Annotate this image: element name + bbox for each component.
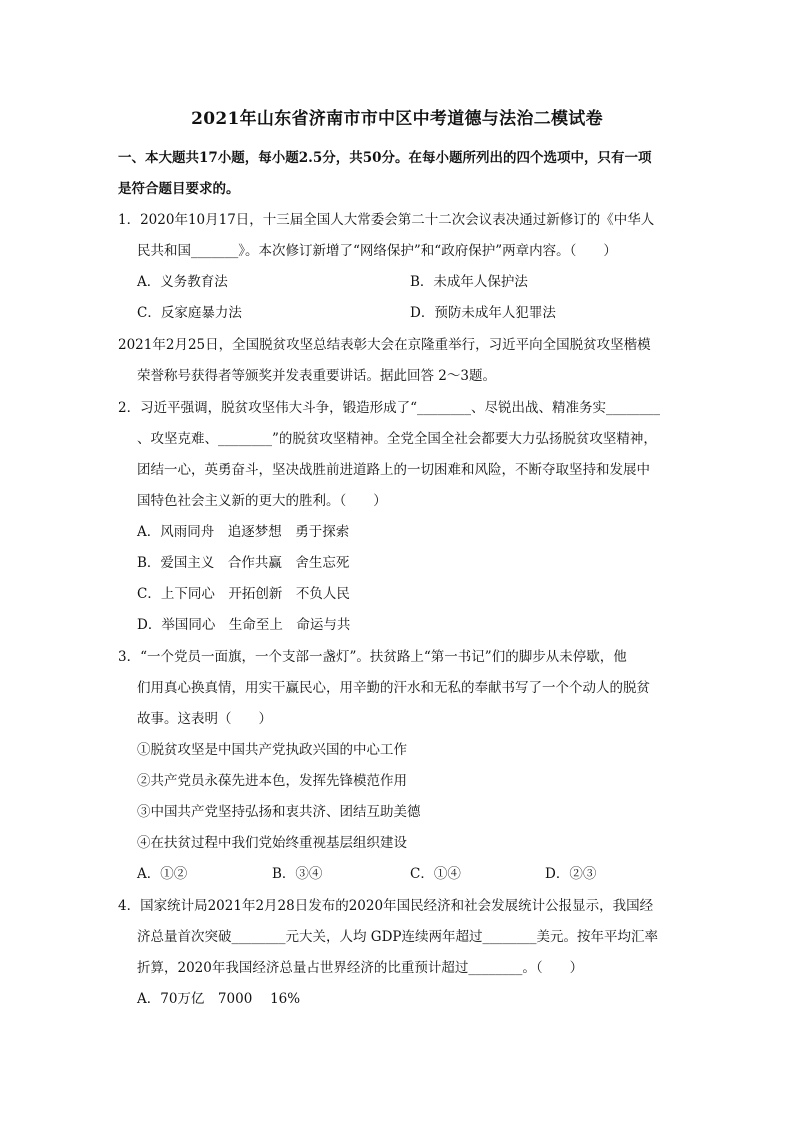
q3-statement-3: ③中国共产党坚持弘扬和衷共济、团结互助美德	[137, 804, 421, 820]
q3-statement-4: ④在扶贫过程中我们党始终重视基层组织建设	[137, 835, 407, 851]
q3-stem-line-3: 故事。这表明（ ）	[137, 711, 272, 727]
q1-option-a: A．义务教育法	[137, 274, 228, 290]
q1-stem-line-2: 民共和国_______》。本次修订新增了“网络保护”和“政府保护”两章内容。（ ）	[137, 243, 617, 259]
q3-stem-line-2: 们用真心换真情，用实干赢民心，用辛勤的汗水和无私的奉献书写了一个个动人的脱贫	[137, 680, 650, 696]
q3-stem-line-1: 3．“一个党员一面旗，一个支部一盏灯”。扶贫路上“第一书记”们的脚步从未停歇，他	[118, 649, 627, 665]
q2-option-b: B．爱国主义 合作共赢 舍生忘死	[137, 555, 350, 571]
page-title: 2021年山东省济南市市中区中考道德与法治二模试卷	[191, 109, 603, 129]
q4-stem-line-3: 折算，2020年我国经济总量占世界经济的比重预计超过________。（ ）	[137, 960, 584, 976]
q4-stem-line-2: 济总量首次突破________元大关，人均 GDP连续两年超过________美元。按年平均汇率	[137, 929, 658, 945]
q2-stem-line-3: 团结一心，英勇奋斗，坚决战胜前进道路上的一切困难和风险，不断夺取坚持和发展中	[137, 462, 650, 478]
section-header-line-2: 是符合题目要求的。	[118, 181, 240, 197]
q3-statement-1: ①脱贫攻坚是中国共产党执政兴国的中心工作	[137, 742, 407, 758]
q3-statement-2: ②共产党员永葆先进本色，发挥先锋模范作用	[137, 773, 407, 789]
q4-stem-line-1: 4．国家统计局2021年2月28日发布的2020年国民经济和社会发展统计公报显示，我国经	[118, 898, 654, 914]
q3-option-b: B．③④	[272, 866, 323, 882]
intro-line-1: 2021年2月25日，全国脱贫攻坚总结表彰大会在京隆重举行，习近平向全国脱贫攻坚楷模	[118, 337, 651, 353]
q2-option-d: D．举国同心 生命至上 命运与共	[137, 617, 351, 633]
section-header-line-1: 一、本大题共17小题，每小题2.5分，共50分。在每小题所列出的四个选项中，只有一项	[118, 150, 652, 166]
q1-option-c: C．反家庭暴力法	[137, 305, 242, 321]
intro-line-2: 荣誉称号获得者等颁奖并发表重要讲话。据此回答 2～3题。	[137, 368, 496, 384]
q2-stem-line-1: 2．习近平强调，脱贫攻坚伟大斗争，锻造形成了“________、尽锐出战、精准务实________	[118, 400, 660, 416]
q4-option-a: A．70万亿 7000 16%	[137, 991, 301, 1007]
q2-stem-line-2: 、攻坚克难、________”的脱贫攻坚精神。全党全国全社会都要大力弘扬脱贫攻坚精神，	[137, 431, 657, 447]
q3-option-d: D．②③	[545, 866, 597, 882]
q1-option-d: D．预防未成年人犯罪法	[410, 305, 556, 321]
q1-stem-line-1: 1．2020年10月17日，十三届全国人大常委会第二十二次会议表决通过新修订的《中华人	[118, 212, 655, 228]
q3-option-a: A．①②	[137, 866, 188, 882]
q2-option-a: A．风雨同舟 追逐梦想 勇于探索	[137, 524, 350, 540]
q3-option-c: C．①④	[410, 866, 461, 882]
q2-option-c: C．上下同心 开拓创新 不负人民	[137, 586, 350, 602]
q1-option-b: B．未成年人保护法	[410, 274, 528, 290]
q2-stem-line-4: 国特色社会主义新的更大的胜利。（ ）	[137, 493, 387, 509]
